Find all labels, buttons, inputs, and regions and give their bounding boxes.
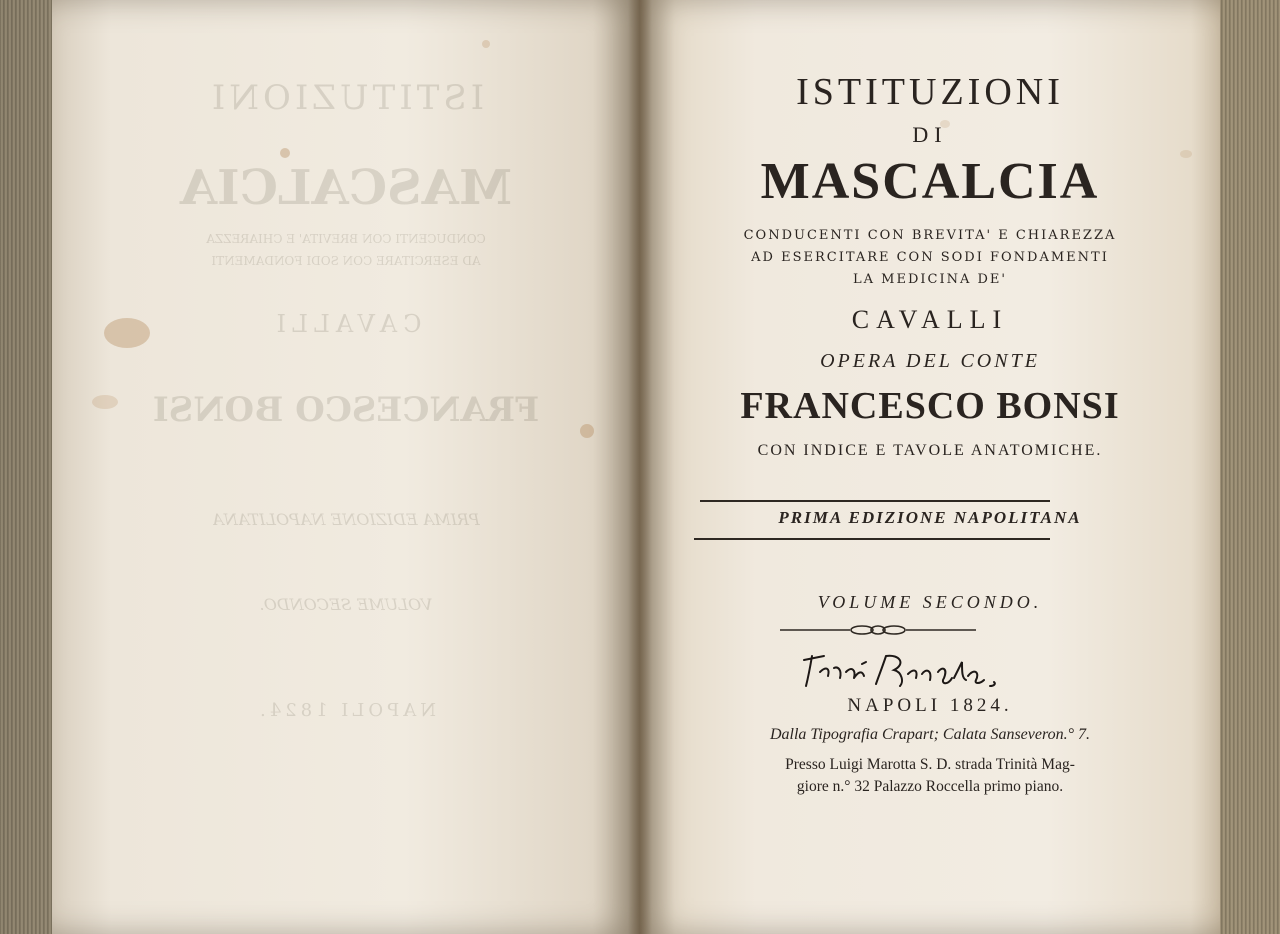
left-page xyxy=(52,0,640,934)
edition-rule-top xyxy=(700,500,1050,502)
printer-line: Dalla Tipografia Crapart; Calata Sanseveron.° 7. xyxy=(769,726,1091,743)
subject-cavalli: CAVALLI xyxy=(851,305,1009,334)
handwritten-signature xyxy=(790,638,1010,698)
bleed-through-text: PRIMA EDIZIONE NAPOLITANA xyxy=(212,510,480,529)
bleed-through-text: CONDUCENTI CON BREVITA' E CHIAREZZA xyxy=(206,232,486,246)
opera-line: OPERA DEL CONTE xyxy=(820,350,1040,372)
author-name: FRANCESCO BONSI xyxy=(740,385,1120,427)
volume-line: VOLUME SECONDO. xyxy=(817,592,1043,612)
edition-line: PRIMA EDIZIONE NAPOLITANA xyxy=(778,508,1082,527)
ornamental-divider xyxy=(780,622,976,638)
title-line-di: DI xyxy=(912,122,948,147)
place-and-year: NAPOLI 1824. xyxy=(847,695,1013,716)
foxing-spot xyxy=(280,148,290,158)
subtitle-line-1: CONDUCENTI CON BREVITA' E CHIAREZZA xyxy=(743,228,1117,243)
bleed-through-text: VOLUME SECONDO. xyxy=(259,595,433,614)
edition-rule-bottom xyxy=(694,538,1050,540)
right-page-edges xyxy=(1210,0,1280,934)
left-page-edges xyxy=(0,0,60,934)
contents-note: CON INDICE E TAVOLE ANATOMICHE. xyxy=(757,442,1103,459)
title-line-mascalcia: MASCALCIA xyxy=(760,153,1100,210)
seller-line-1: Presso Luigi Marotta S. D. strada Trinità Mag- xyxy=(785,756,1075,773)
subtitle-line-2: AD ESERCITARE CON SODI FONDAMENTI xyxy=(751,250,1109,265)
bleed-through-text: NAPOLI 1824. xyxy=(256,700,436,721)
foxing-spot xyxy=(482,40,490,48)
bleed-through-text: AD ESERCITARE CON SODI FONDAMENTI xyxy=(211,254,481,268)
seller-line-2: giore n.° 32 Palazzo Roccella primo piano. xyxy=(796,778,1064,795)
bleed-through-text: FRANCESCO BONSI xyxy=(152,390,540,430)
bleed-through-text: CAVALLI xyxy=(270,310,422,338)
bleed-through-title: MASCALCIA xyxy=(179,160,513,216)
subtitle-line-3: LA MEDICINA DE' xyxy=(853,272,1007,287)
title-line-istituzioni: ISTITUZIONI xyxy=(796,71,1064,113)
bleed-through-title: ISTITUZIONI xyxy=(207,78,485,118)
